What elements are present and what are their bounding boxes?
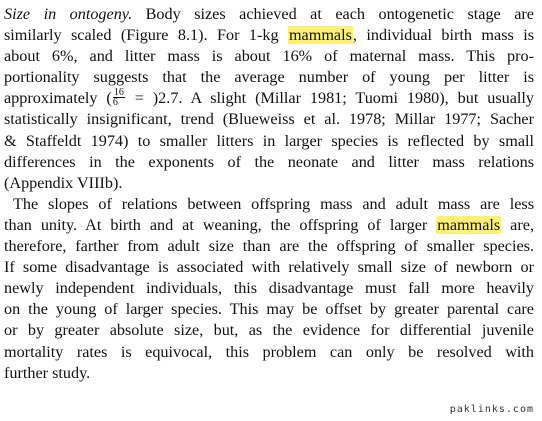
watermark-text: paklinks.com — [449, 404, 534, 415]
p1-line-7: & Staffeldt 1974) to smaller litters in larger species is reflected by small — [4, 131, 534, 150]
fraction-denominator: 6 — [112, 97, 118, 109]
p2-line-9: further study. — [4, 363, 91, 382]
p2-line-6: on the young of larger species. This may be offset by greater parental care — [4, 300, 534, 319]
highlighted-term: mammals — [288, 26, 352, 45]
p2-line-1: The slopes of relations between offspring mass and adult mass are less — [13, 194, 534, 213]
p1-line-1 — [4, 4, 534, 25]
section-heading: Size in ontogeny. — [4, 5, 133, 23]
p2-line-2-text-b: are, — [501, 215, 534, 234]
p1-line-1-text: Body sizes achieved at each ontogenetic stage are — [132, 5, 534, 23]
p1-line-5-text-a: approximately ( — [4, 89, 112, 108]
p2-line-2-text-a: than unity. At birth and at weaning, the offspring of larger — [4, 215, 437, 234]
p2-line-7: or by greater absolute size, but, as the evidence for differential juvenile — [4, 321, 534, 340]
p1-line-4: portionality suggests that the average number of young per litter is — [4, 68, 534, 87]
p1-line-5 — [4, 88, 534, 109]
fraction-numerator: 16 — [113, 87, 124, 99]
p2-line-3: therefore, farther from adult size than are the offspring of smaller species. — [4, 237, 534, 256]
p1-line-9: (Appendix VIIIb). — [4, 173, 123, 192]
p1-line-2-text-a: similarly scaled (Figure 8.1). For 1-kg — [4, 26, 288, 45]
p2-line-5: newly independent individuals, this disadvantage must fall more heavily — [4, 279, 534, 298]
p1-line-2 — [4, 25, 534, 46]
highlighted-term-2: mammals — [437, 215, 501, 234]
p2-line-4: If some disadvantage is associated with relatively small size of newborn or — [4, 258, 534, 277]
p2-line-2 — [4, 215, 534, 236]
p1-line-8: differences in the exponents of the neonate and litter mass relations — [4, 152, 534, 171]
p2-line-8: mortality rates is equivocal, this problem can only be resolved with — [4, 342, 534, 361]
fraction — [113, 88, 125, 107]
body-text — [4, 4, 536, 384]
p1-line-2-text-b: , individual birth mass is — [352, 26, 535, 45]
p1-line-5-text-b: = )2.7. A slight (Millar 1981; Tuomi 1980), but usually — [125, 89, 534, 108]
p1-line-3: about 6%, and litter mass is about 16% of maternal mass. This pro- — [4, 47, 534, 66]
p1-line-6: statistically insignificant, trend (Blueweiss et al. 1978; Millar 1977; Sacher — [4, 110, 534, 129]
